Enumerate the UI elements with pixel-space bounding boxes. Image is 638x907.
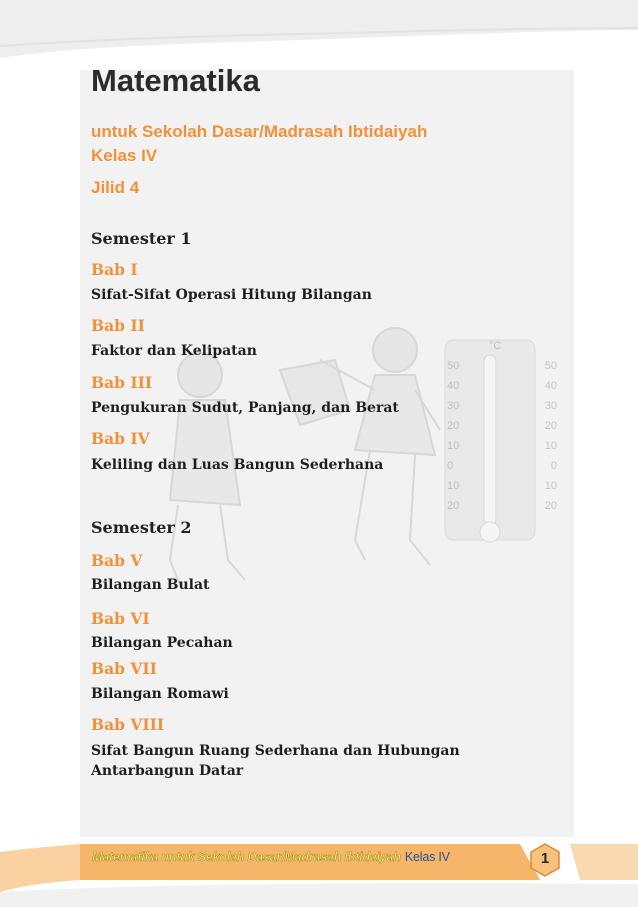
chapter-title: Sifat Bangun Ruang Sederhana dan Hubungan Antarbangun Datar xyxy=(91,743,460,779)
thermo-tick: 0 xyxy=(550,460,557,472)
chapter-title: Sifat-Sifat Operasi Hitung Bilangan xyxy=(91,287,372,303)
thermo-tick: 10 xyxy=(544,480,557,492)
thermo-tick: 20 xyxy=(544,500,557,512)
thermo-tick: 20 xyxy=(447,500,460,512)
thermometer-unit: °C xyxy=(489,340,502,352)
chapter-number: Bab III xyxy=(91,373,153,392)
thermo-tick: 30 xyxy=(447,400,460,412)
thermo-tick: 20 xyxy=(544,420,557,432)
chapter-title: Bilangan Romawi xyxy=(91,686,229,702)
thermo-tick: 10 xyxy=(447,480,460,492)
thermo-tick: 20 xyxy=(447,420,460,432)
book-title: Matematika xyxy=(91,63,260,98)
thermo-tick: 30 xyxy=(544,400,557,412)
chapter-number: Bab VIII xyxy=(91,715,165,734)
thermo-tick: 50 xyxy=(447,360,460,372)
page-number: 1 xyxy=(540,850,550,867)
thermo-tick: 10 xyxy=(544,440,557,452)
chapter-title: Bilangan Pecahan xyxy=(91,635,233,651)
thermo-tick: 50 xyxy=(544,360,557,372)
chapter-title: Faktor dan Kelipatan xyxy=(91,343,257,359)
book-subtitle: untuk Sekolah Dasar/Madrasah Ibtidaiyah xyxy=(91,122,428,141)
book-grade: Kelas IV xyxy=(91,146,158,165)
thermo-tick: 40 xyxy=(544,380,557,392)
thermometer-scale xyxy=(447,340,557,520)
footer-running-title xyxy=(92,850,450,864)
chapter-number: Bab II xyxy=(91,316,145,335)
semester-1-heading: Semester 1 xyxy=(91,229,192,248)
chapter-title: Bilangan Bulat xyxy=(91,577,210,593)
thermo-tick: 10 xyxy=(447,440,460,452)
chapter-number: Bab V xyxy=(91,551,143,570)
book-volume: Jilid 4 xyxy=(91,178,140,197)
thermo-tick: 0 xyxy=(447,460,454,472)
chapter-number: Bab VI xyxy=(91,609,150,628)
chapter-title: Keliling dan Luas Bangun Sederhana xyxy=(91,457,384,473)
semester-2-heading: Semester 2 xyxy=(91,518,192,537)
chapter-number: Bab IV xyxy=(91,429,150,448)
footer-grade: Kelas IV xyxy=(404,850,450,864)
chapter-title: Pengukuran Sudut, Panjang, dan Berat xyxy=(91,400,399,416)
top-decorative-band xyxy=(0,0,638,60)
chapter-number: Bab I xyxy=(91,260,138,279)
footer-series: Matematika untuk Sekolah Dasar/Madrasah Ibtidaiyah xyxy=(92,850,401,864)
chapter-number: Bab VII xyxy=(91,659,157,678)
thermo-tick: 40 xyxy=(447,380,460,392)
